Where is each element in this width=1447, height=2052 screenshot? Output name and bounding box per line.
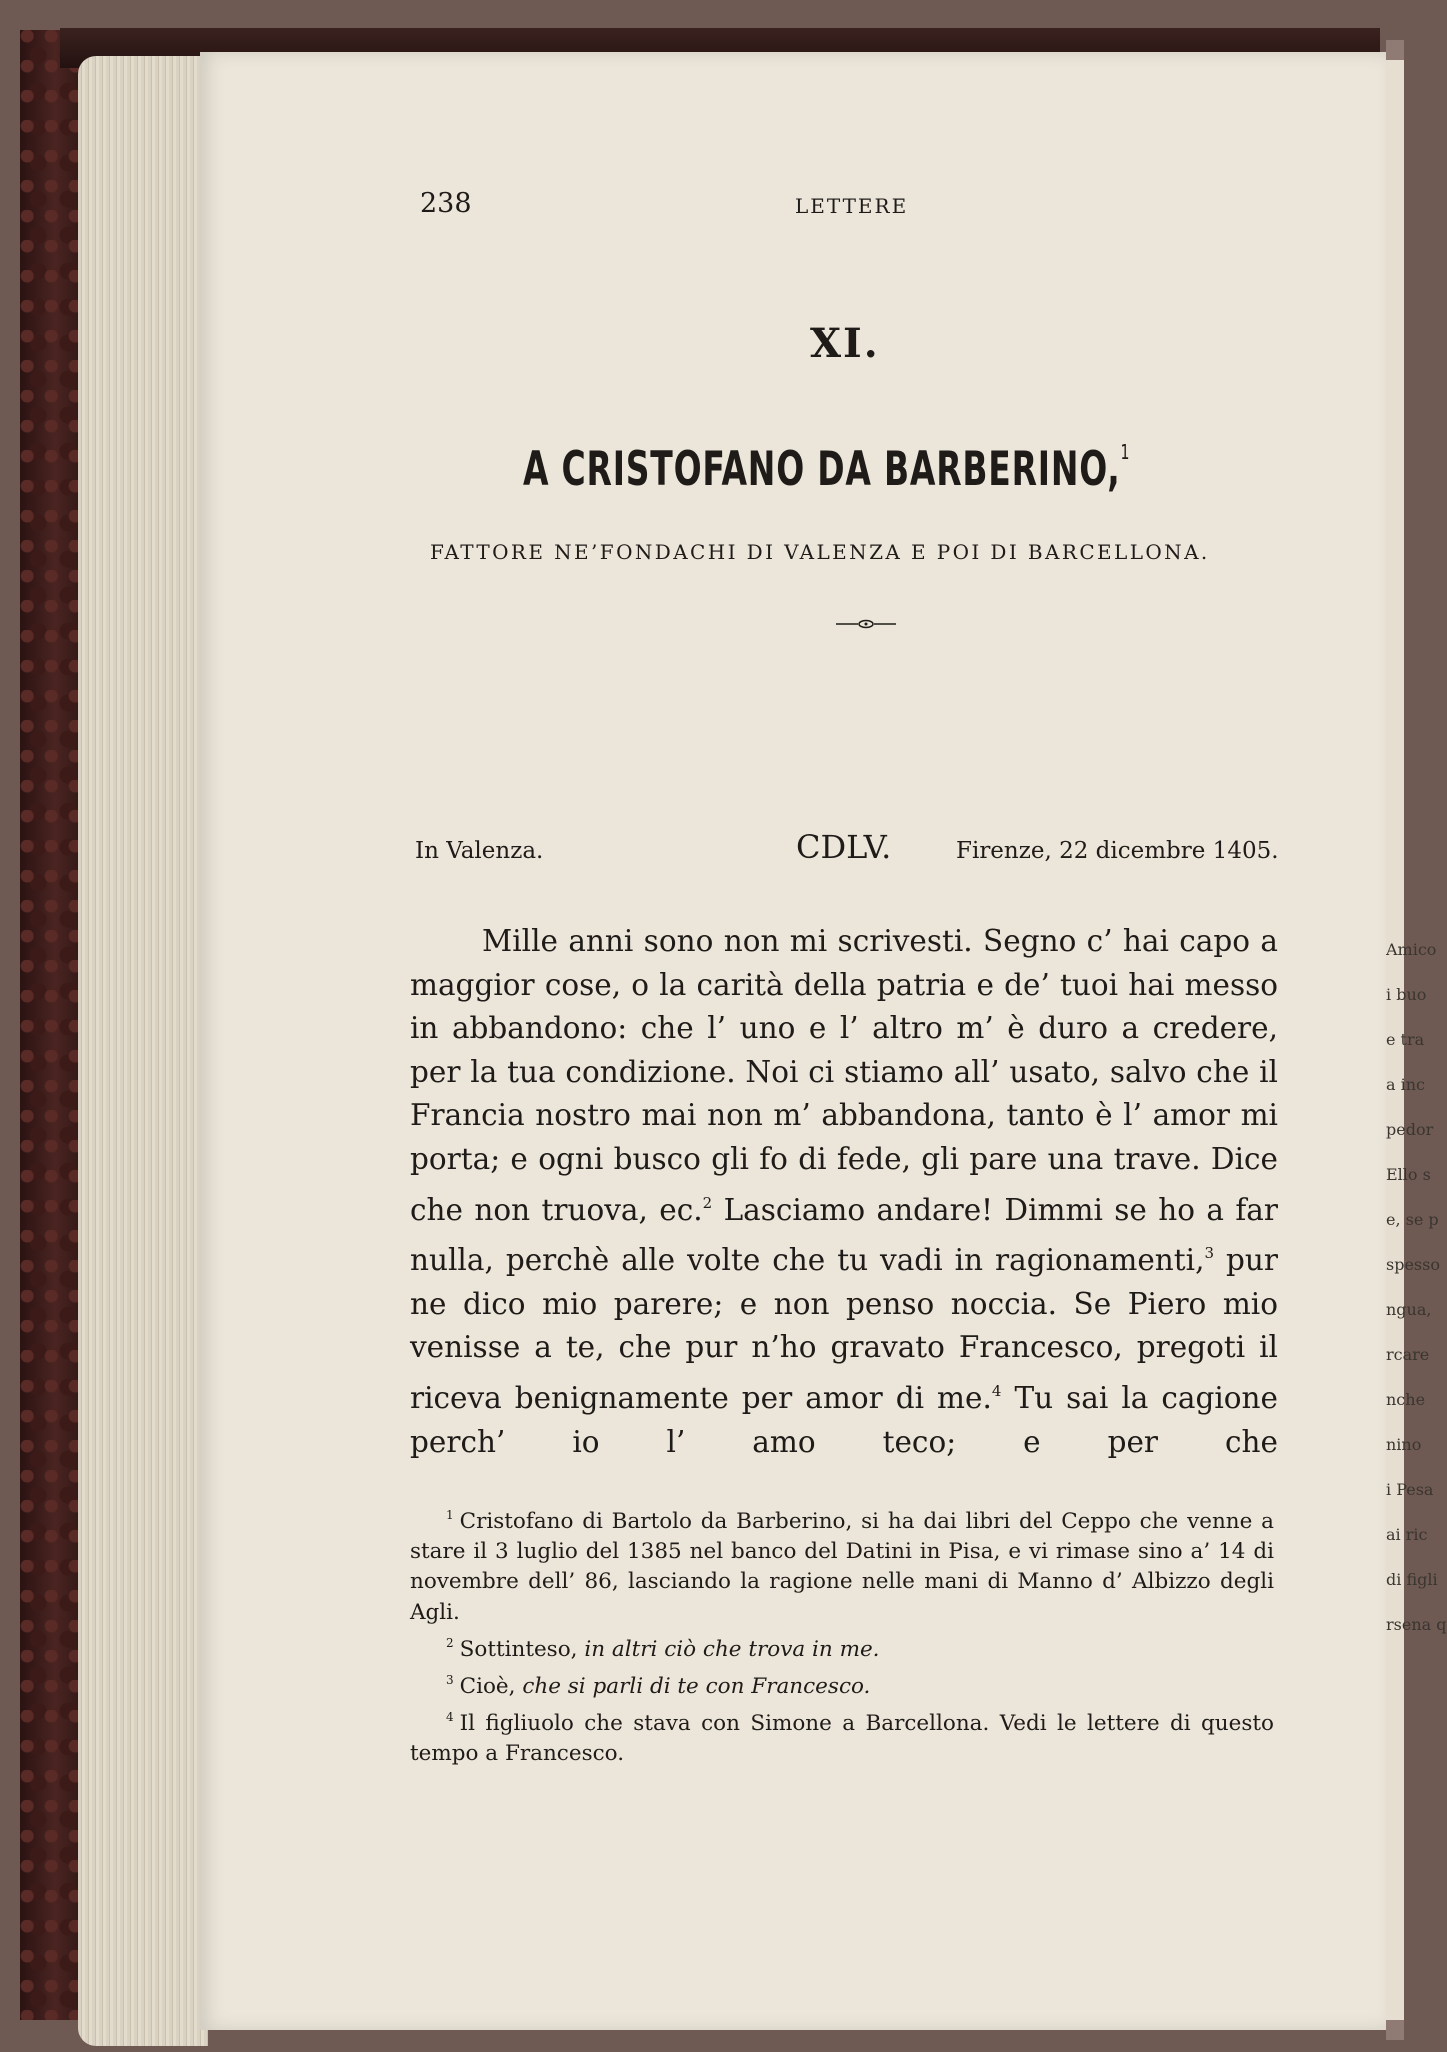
footnote: [410, 1628, 1274, 1665]
footnote: [410, 1702, 1274, 1769]
letter-number: CDLV.: [796, 828, 892, 866]
facing-page-fragment: a inc: [1386, 1075, 1426, 1094]
body-text-segment: pur ne dico mio parere; e non penso noccia. Se Piero mio venisse a te, che pur n’ho gravato Francesco, pregoti il riceva benignamente per amor di me.: [410, 1243, 1278, 1415]
footnote-mark: 1: [446, 1508, 454, 1522]
letter-heading-text: A CRISTOFANO DA BARBERINO,: [523, 442, 1121, 497]
facing-page-fragment: rsena q: [1386, 1615, 1447, 1634]
footnotes: [410, 1500, 1274, 1770]
facing-page-fragment: nche: [1386, 1390, 1426, 1409]
footnote-text: Il figliuolo che stava con Simone a Barcellona. Vedi le lettere di questo tempo a Francesco.: [410, 1711, 1274, 1767]
facing-page-fragment: i Pesa: [1386, 1480, 1434, 1499]
facing-page-fragment: Amico: [1386, 940, 1437, 959]
letter-body: [410, 920, 1278, 1464]
ornament-divider: [836, 614, 896, 634]
facing-page-fragment: pedor: [1386, 1120, 1434, 1139]
footnote-italic: che si parli di te con Francesco.: [522, 1674, 871, 1700]
page-stack-edge: [78, 56, 208, 2046]
body-text-segment: Lasciamo andare! Dimmi se ho a far nulla, perchè alle volte che tu vadi in ragionamenti,: [410, 1192, 1278, 1278]
footnote-ref: 2: [702, 1193, 713, 1212]
facing-page-fragment: e, se p: [1386, 1210, 1439, 1229]
facing-page-fragment: ai ric: [1386, 1525, 1428, 1544]
facing-page-fragment: nino: [1386, 1435, 1422, 1454]
footnote-text: Cioè,: [459, 1674, 523, 1700]
facing-page-fragment: spesso: [1386, 1255, 1440, 1274]
body-text-segment: Mille anni sono non mi scrivesti. Segno c’ hai capo a maggior cose, o la carità della patria e de’ tuoi hai messo in abbandono: che l’ uno e l’ altro m’ è duro a credere, per la tua condizione. Noi ci stiamo all’ usato, salvo che il Francia nostro mai non m’ abbandona, tanto è l’ amor mi porta; e ogni busco gli fo di fede, gli pare una trave. Dice che non truova, ec.: [410, 924, 1278, 1227]
footnote-italic: in altri ciò che trova in me.: [584, 1636, 880, 1662]
letter-place: In Valenza.: [415, 838, 544, 864]
footnote: [410, 1665, 1274, 1702]
letter-paragraph: [410, 920, 1278, 1464]
page-number: 238: [420, 188, 472, 219]
letter-heading: [523, 440, 1130, 497]
letter-subheading: FATTORE NE’FONDACHI DI VALENZA E POI DI BARCELLONA.: [430, 540, 1210, 564]
footnote: [410, 1500, 1274, 1628]
facing-page-fragment: rcare: [1386, 1345, 1430, 1364]
footnote-text: Sottinteso,: [459, 1636, 585, 1662]
footnote-text: Cristofano di Bartolo da Barberino, si ha dai libri del Ceppo che venne a stare il 3 luglio del 1385 nel banco del Datini in Pisa, e vi rimase sino a’ 14 di novembre dell’ 86, lasciando la ragione nelle mani di Manno d’ Albizzo degli Agli.: [410, 1509, 1274, 1625]
section-number: XI.: [810, 320, 880, 367]
facing-page-edge: [1384, 60, 1447, 2020]
facing-page-fragment: di figli: [1386, 1570, 1438, 1589]
facing-page-fragment: ngua,: [1386, 1300, 1432, 1319]
footnote-mark: 2: [446, 1635, 454, 1650]
footnote-mark: 4: [446, 1710, 454, 1725]
running-title: LETTERE: [795, 194, 909, 218]
footnote-ref: 3: [1204, 1244, 1215, 1263]
footnote-mark: 3: [446, 1673, 454, 1688]
body-text-segment: Tu sai la cagione perch’ io l’ amo teco; e per che: [410, 1380, 1279, 1459]
facing-page-fragment: e tra: [1386, 1030, 1425, 1049]
letter-date: Firenze, 22 dicembre 1405.: [956, 838, 1279, 864]
heading-footnote-mark: 1: [1120, 440, 1131, 464]
footnote-ref: 4: [991, 1381, 1002, 1400]
facing-page-fragment: i buo: [1386, 985, 1427, 1004]
facing-page-fragment: Ello s: [1386, 1165, 1431, 1184]
